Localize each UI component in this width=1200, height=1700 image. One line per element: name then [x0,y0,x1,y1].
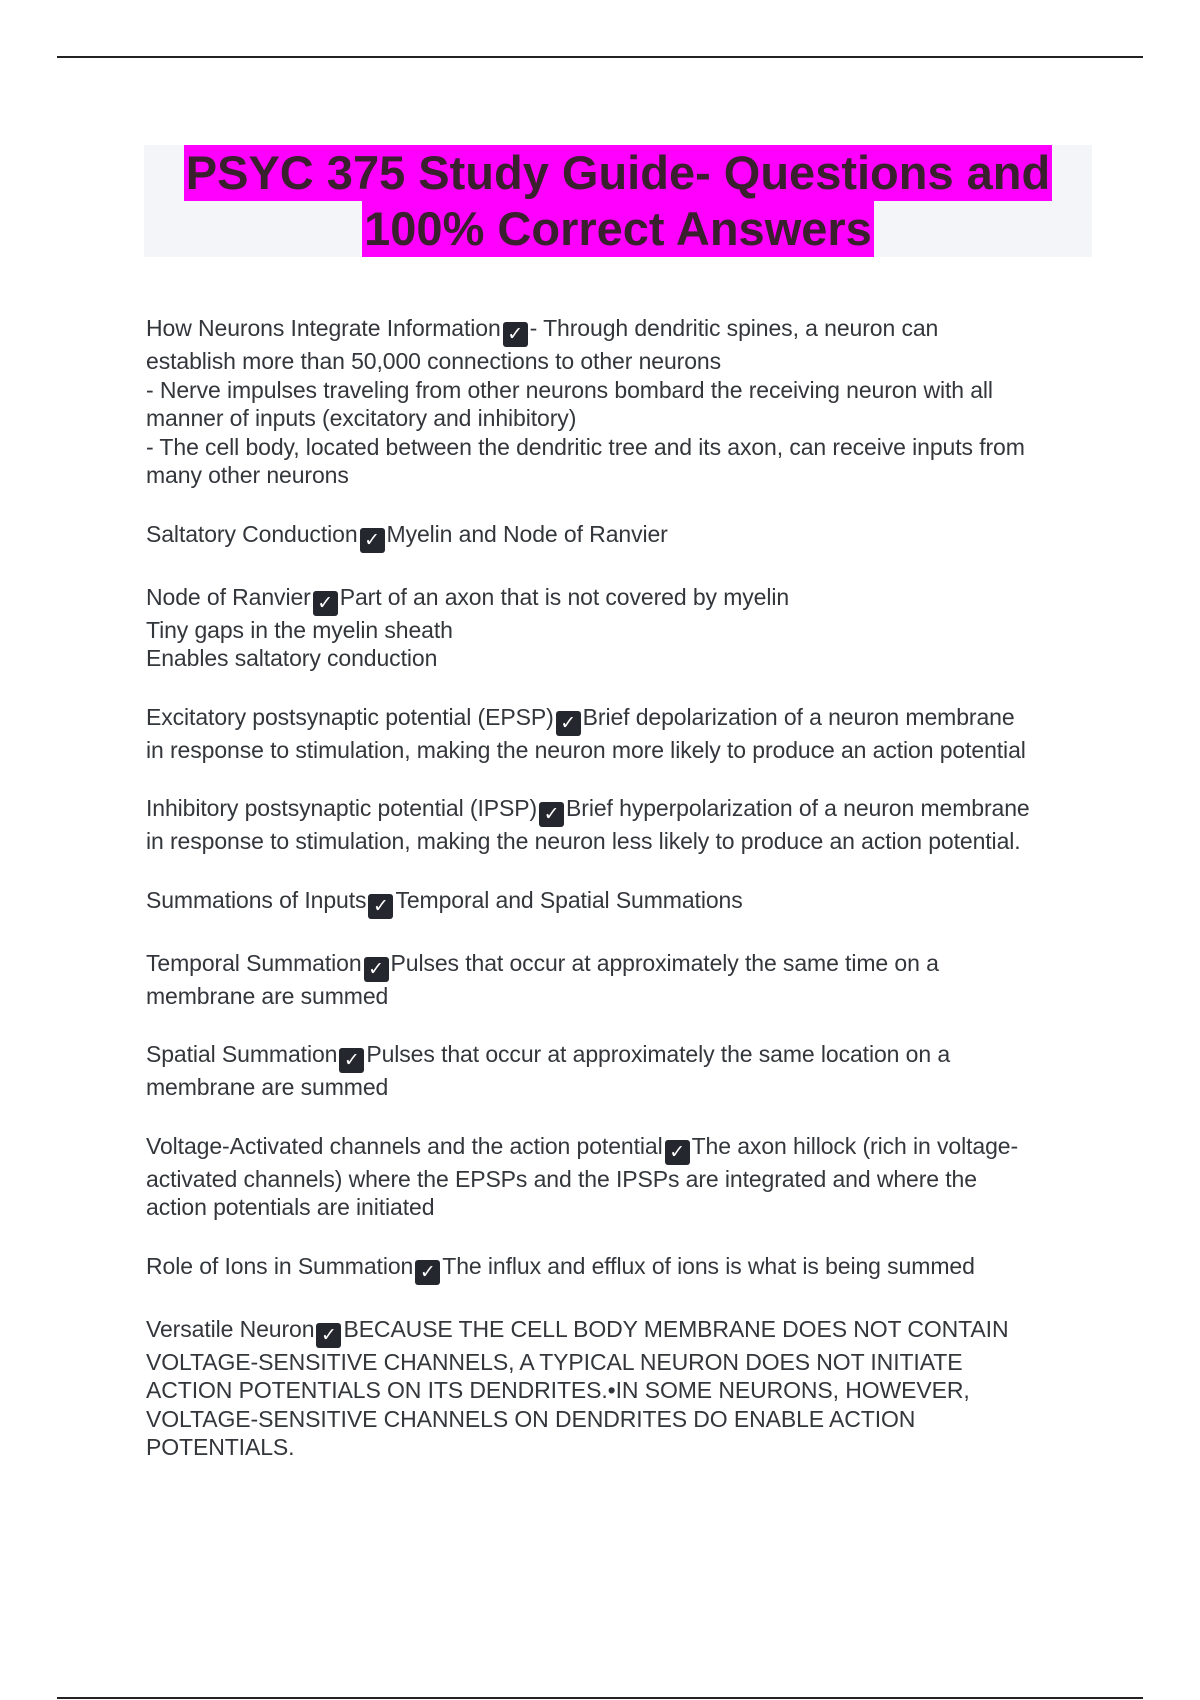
qa-first-line [146,520,1096,553]
qa-answer: Brief depolarization of a neuron membrane [582,703,1015,730]
qa-first-line [146,794,1096,827]
bottom-rule [57,1697,1143,1699]
qa-entry [146,794,1096,856]
qa-entry [146,703,1096,765]
qa-answer: BECAUSE THE CELL BODY MEMBRANE DOES NOT CONTAIN [343,1315,1009,1342]
qa-answer: - Through dendritic spines, a neuron can [529,315,939,341]
check-icon: ✓ [360,528,385,553]
qa-list [146,314,1096,1492]
qa-answer-line: VOLTAGE-SENSITIVE CHANNELS ON DENDRITES DO ENABLE ACTION [146,1405,916,1432]
qa-entry [146,1132,1096,1222]
top-rule [57,56,1143,58]
qa-term: Excitatory postsynaptic potential (EPSP) [146,703,554,730]
check-icon: ✓ [368,894,393,919]
qa-first-line [146,886,1096,919]
check-icon: ✓ [339,1048,364,1073]
title-line-1: PSYC 375 Study Guide- Questions and [185,146,1051,199]
qa-answer-line: - Nerve impulses traveling from other neurons bombard the receiving neuron with all [146,376,993,403]
qa-entry [146,520,1096,553]
qa-answer-line: - The cell body, located between the dendritic tree and its axon, can receive inputs from [146,433,1025,460]
qa-answer-line: ACTION POTENTIALS ON ITS DENDRITES.•IN SOME NEURONS, HOWEVER, [146,1377,970,1403]
qa-term: Saltatory Conduction [146,520,358,547]
qa-answer: The axon hillock (rich in voltage- [691,1132,1019,1159]
qa-term: Voltage-Activated channels and the action potential [146,1132,663,1159]
qa-entry [146,1040,1096,1102]
qa-first-line [146,1315,1096,1348]
qa-answer-line: VOLTAGE-SENSITIVE CHANNELS, A TYPICAL NEURON DOES NOT INITIATE [146,1348,963,1375]
qa-answer-line: Enables saltatory conduction [146,645,438,671]
check-icon: ✓ [665,1140,690,1165]
qa-answer-line: manner of inputs (excitatory and inhibitory) [146,405,577,431]
qa-first-line [146,1132,1096,1165]
qa-answer: The influx and efflux of ions is what is being summed [442,1252,975,1279]
check-icon: ✓ [316,1323,341,1348]
qa-entry [146,583,1096,673]
qa-entry [146,314,1096,490]
qa-term: Node of Ranvier [146,583,311,610]
qa-first-line [146,583,1096,616]
qa-term: Versatile Neuron [146,1315,315,1342]
qa-answer-line: in response to stimulation, making the neuron less likely to produce an action potential. [146,828,1021,854]
qa-first-line [146,1040,1096,1073]
qa-answer: Brief hyperpolarization of a neuron membrane [566,795,1030,821]
qa-answer-line: Tiny gaps in the myelin sheath [146,616,453,643]
check-icon: ✓ [364,957,389,982]
qa-answer-line: action potentials are initiated [146,1194,435,1220]
qa-first-line [146,949,1096,982]
qa-answer: Myelin and Node of Ranvier [386,520,668,547]
check-icon: ✓ [503,322,528,347]
qa-term: Summations of Inputs [146,886,367,913]
qa-answer: Pulses that occur at approximately the same time on a [390,949,939,976]
qa-answer-line: many other neurons [146,462,349,488]
check-icon: ✓ [539,802,564,827]
qa-answer-line: establish more than 50,000 connections to other neurons [146,348,721,374]
qa-term: Spatial Summation [146,1041,338,1067]
qa-answer: Pulses that occur at approximately the same location on a [366,1041,951,1067]
qa-entry [146,1252,1096,1285]
qa-entry [146,949,1096,1011]
qa-answer-line: POTENTIALS. [146,1434,295,1460]
qa-first-line [146,1252,1096,1285]
title-line-2: 100% Correct Answers [364,202,872,255]
check-icon: ✓ [556,711,581,736]
qa-answer-line: activated channels) where the EPSPs and the IPSPs are integrated and where the [146,1165,977,1192]
check-icon: ✓ [415,1260,440,1285]
qa-entry [146,886,1096,919]
qa-answer-line: in response to stimulation, making the neuron more likely to produce an action potential [146,736,1026,763]
qa-term: How Neurons Integrate Information [146,315,501,341]
qa-entry [146,1315,1096,1462]
qa-answer: Temporal and Spatial Summations [395,886,743,913]
qa-answer-line: membrane are summed [146,1074,389,1100]
qa-term: Role of Ions in Summation [146,1252,414,1279]
document-title [144,145,1092,257]
qa-answer-line: membrane are summed [146,982,389,1009]
qa-answer: Part of an axon that is not covered by myelin [339,583,790,610]
qa-term: Inhibitory postsynaptic potential (IPSP) [146,795,538,821]
qa-first-line [146,703,1096,736]
check-icon: ✓ [313,591,338,616]
qa-first-line [146,314,1096,347]
qa-term: Temporal Summation [146,949,362,976]
